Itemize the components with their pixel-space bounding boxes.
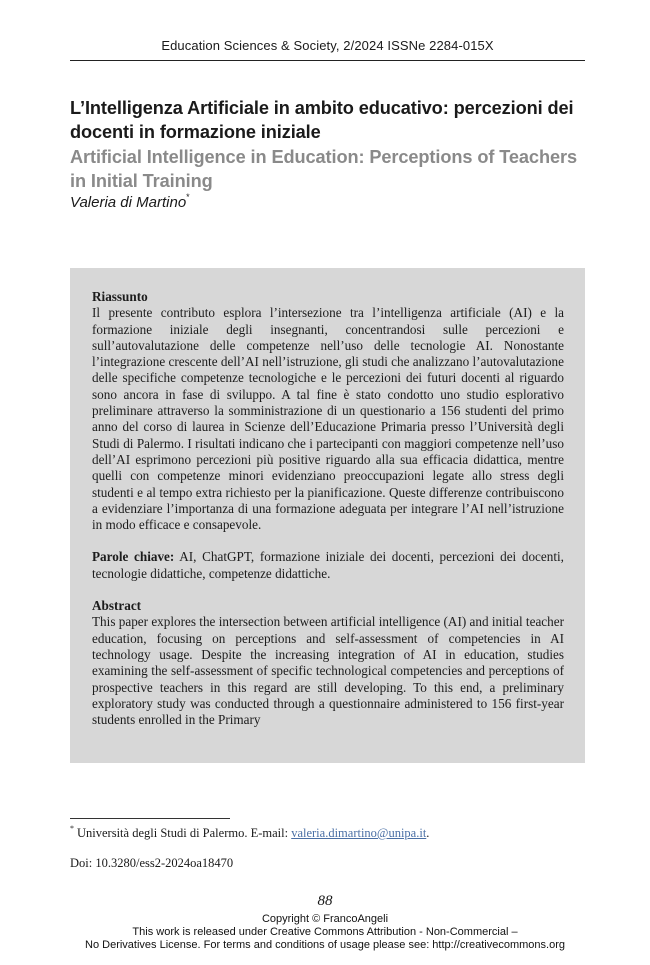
riassunto-heading: Riassunto: [92, 289, 148, 304]
abstract-box: [70, 268, 585, 763]
footnote-email-link[interactable]: valeria.dimartino@unipa.it: [291, 826, 427, 840]
footnote-marker: *: [70, 824, 74, 833]
footnote: [70, 826, 429, 841]
keywords: [92, 549, 564, 582]
copyright-line-3: No Derivatives License. For terms and conditions of usage please see: http://creativecommons.org: [85, 939, 565, 951]
journal-header: Education Sciences & Society, 2/2024 ISSNe 2284-015X: [161, 38, 494, 53]
doi: Doi: 10.3280/ess2-2024oa18470: [70, 856, 234, 870]
author-footnote-marker: *: [186, 192, 190, 202]
abstract-heading: Abstract: [92, 598, 142, 614]
abstract-box-content: [92, 289, 564, 728]
author-line: [70, 194, 190, 211]
footnote-end: .: [426, 826, 430, 840]
copyright-line-1: Copyright © FrancoAngeli: [261, 913, 389, 925]
header-divider: [70, 60, 585, 61]
page-number: 88: [317, 893, 333, 909]
author-name: Valeria di Martino: [70, 194, 187, 211]
riassunto-text: Il presente contributo esplora l’intersezione tra l’intelligenza artificiale (AI) e la formazione iniziale degli insegnanti, concentrandosi sulle percezioni e sull’autovalutazione delle competenze nell’uso delle tecnologie AI. Nonostante l’integrazione crescente dell’AI nell’istruzione, gli studi che analizzano l’autovalutazione delle specifiche competenze tecnologiche e le percezioni dei futuri docenti al riguardo sono ancora in fase di sviluppo. A tal fine è stato condotto uno studio esplorativo preliminare attraverso la somministrazione di un questionario a 156 studenti del primo anno del corso di laurea in Scienze dell’Educazione Primaria presso l’Università degli Studi di Palermo. I risultati indicano che i partecipanti con maggiori competenze nell’uso dell’AI esprimono percezioni più positive riguardo alla sua efficacia didattica, mentre quelli con competenze minori evidenziano preoccupazioni legate allo stress degli studenti e al tempo extra richiesto per la pianificazione. Queste differenze contribuiscono a evidenziare l’importanza di una formazione adeguata per integrare l’AI nell’istruzione in modo efficace e consapevole.: [92, 305, 564, 533]
keywords-label: Parole chiave:: [92, 549, 175, 565]
footnote-affiliation: Università degli Studi di Palermo. E-mail:: [77, 826, 289, 840]
copyright-line-2: This work is released under Creative Commons Attribution - Non-Commercial –: [132, 926, 518, 938]
footnote-divider: [70, 818, 230, 819]
copyright-notice: [0, 913, 650, 952]
keywords-text: AI, ChatGPT, formazione iniziale dei docenti, percezioni dei docenti, tecnologie didattiche, competenze didattiche.: [92, 549, 564, 581]
article-title-italian: L’Intelligenza Artificiale in ambito educativo: percezioni dei docenti in formazione iniziale: [70, 98, 574, 142]
article-title-english: Artificial Intelligence in Education: Perceptions of Teachers in Initial Training: [70, 147, 577, 191]
abstract-text: This paper explores the intersection between artificial intelligence (AI) and initial teacher education, focusing on perceptions and self-assessment of competencies in AI technology usage. Despite the increasing integration of AI in education, studies examining the self-assessment of specific technological competencies and perceptions of prospective teachers in this regard are still developing. To this end, a preliminary exploratory study was conducted through a questionnaire administered to 156 first-year students enrolled in the Primary: [92, 614, 564, 728]
